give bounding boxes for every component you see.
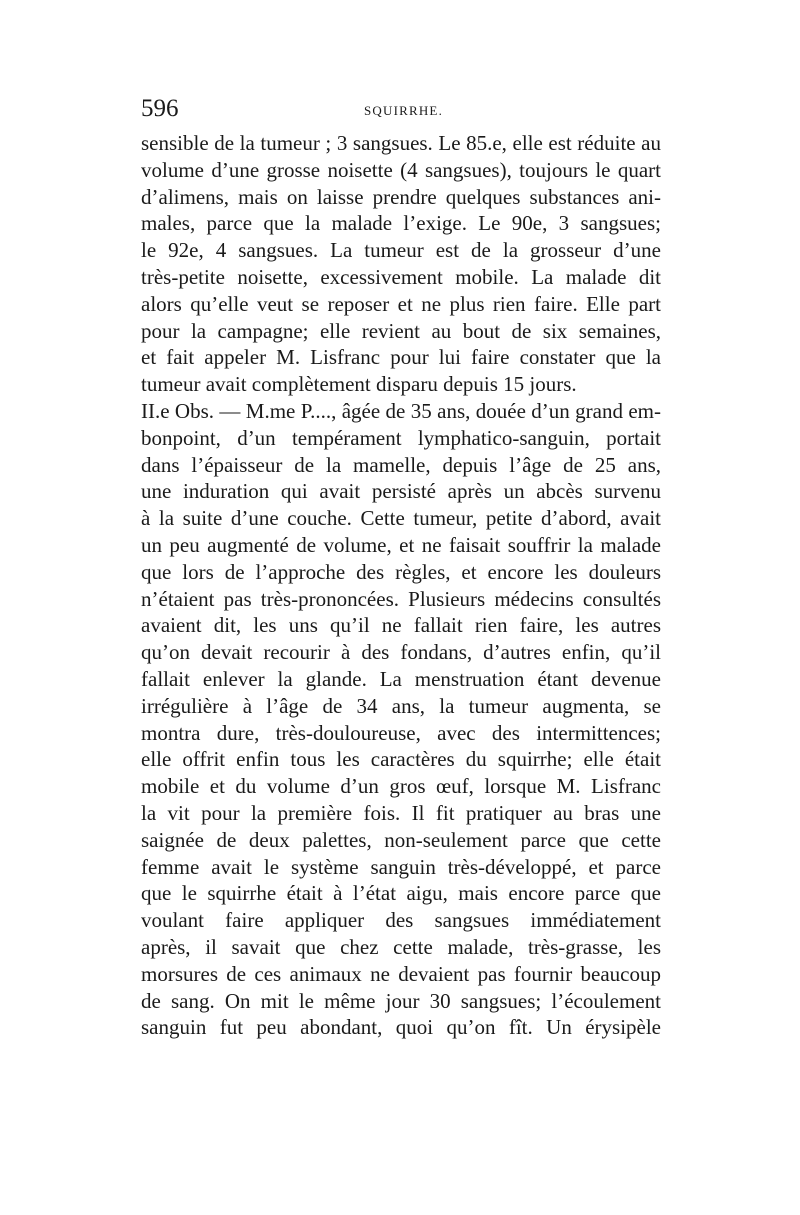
text-line: qu’on devait recourir à des fondans, d’autres enfin, qu’il bbox=[141, 640, 661, 665]
text-line: que le squirrhe était à l’état aigu, mais encore parce que bbox=[141, 881, 661, 906]
text-line: à la suite d’une couche. Cette tumeur, petite d’abord, avait bbox=[141, 506, 661, 531]
text-line: et fait appeler M. Lisfranc pour lui faire constater que la bbox=[141, 345, 661, 370]
text-line: n’étaient pas très-prononcées. Plusieurs médecins consultés bbox=[141, 586, 661, 611]
text-line: un peu augmenté de volume, et ne faisait souffrir la malade bbox=[141, 532, 661, 557]
text-line: tumeur avait complètement disparu depuis 15 jours. bbox=[141, 372, 577, 397]
page-header bbox=[141, 95, 666, 129]
text-line: montra dure, très-douloureuse, avec des intermittences; bbox=[141, 720, 661, 745]
text-line: morsures de ces animaux ne devaient pas fournir beaucoup bbox=[141, 961, 661, 986]
page-number: 596 bbox=[141, 95, 179, 122]
text-line: dans l’épaisseur de la mamelle, depuis l’âge de 25 ans, bbox=[141, 452, 661, 477]
text-line: males, parce que la malade l’exige. Le 90e, 3 sangsues; bbox=[141, 211, 661, 236]
text-line: alors qu’elle veut se reposer et ne plus rien faire. Elle part bbox=[141, 291, 661, 316]
text-line: de sang. On mit le même jour 30 sangsues; l’écoulement bbox=[141, 988, 661, 1013]
text-line: saignée de deux palettes, non-seulement parce que cette bbox=[141, 827, 661, 852]
text-line: fallait enlever la glande. La menstruation étant devenue bbox=[141, 666, 661, 691]
text-line: d’alimens, mais on laisse prendre quelques substances ani- bbox=[141, 184, 661, 209]
running-head: SQUIRRHE. bbox=[363, 103, 444, 118]
text-line: après, il savait que chez cette malade, très-grasse, les bbox=[141, 934, 661, 959]
text-line: que lors de l’approche des règles, et encore les douleurs bbox=[141, 559, 661, 584]
text-line: pour la campagne; elle revient au bout de six semaines, bbox=[141, 318, 661, 343]
text-line: irrégulière à l’âge de 34 ans, la tumeur augmenta, se bbox=[141, 693, 661, 718]
text-line: bonpoint, d’un tempérament lymphatico-sanguin, portait bbox=[141, 425, 661, 450]
text-line: elle offrit enfin tous les caractères du squirrhe; elle était bbox=[141, 747, 661, 772]
text-line: très-petite noisette, excessivement mobile. La malade dit bbox=[141, 264, 661, 289]
text-line: femme avait le système sanguin très-développé, et parce bbox=[141, 854, 661, 879]
text-line: mobile et du volume d’un gros œuf, lorsque M. Lisfranc bbox=[141, 774, 661, 799]
body-text bbox=[141, 130, 661, 1041]
text-line: volume d’une grosse noisette (4 sangsues), toujours le quart bbox=[141, 157, 661, 182]
text-line: sensible de la tumeur ; 3 sangsues. Le 85.e, elle est réduite au bbox=[141, 131, 661, 155]
text-line: voulant faire appliquer des sangsues immédiatement bbox=[141, 908, 661, 933]
text-line: une induration qui avait persisté après un abcès survenu bbox=[141, 479, 661, 504]
text-line: le 92e, 4 sangsues. La tumeur est de la grosseur d’une bbox=[141, 238, 661, 263]
text-line: II.e Obs. — M.me P...., âgée de 35 ans, douée d’un grand em- bbox=[141, 398, 661, 423]
text-line: avaient dit, les uns qu’il ne fallait rien faire, les autres bbox=[141, 613, 661, 638]
text-line: sanguin fut peu abondant, quoi qu’on fît. Un érysipèle bbox=[141, 1015, 661, 1040]
text-line: la vit pour la première fois. Il fit pratiquer au bras une bbox=[141, 800, 661, 825]
